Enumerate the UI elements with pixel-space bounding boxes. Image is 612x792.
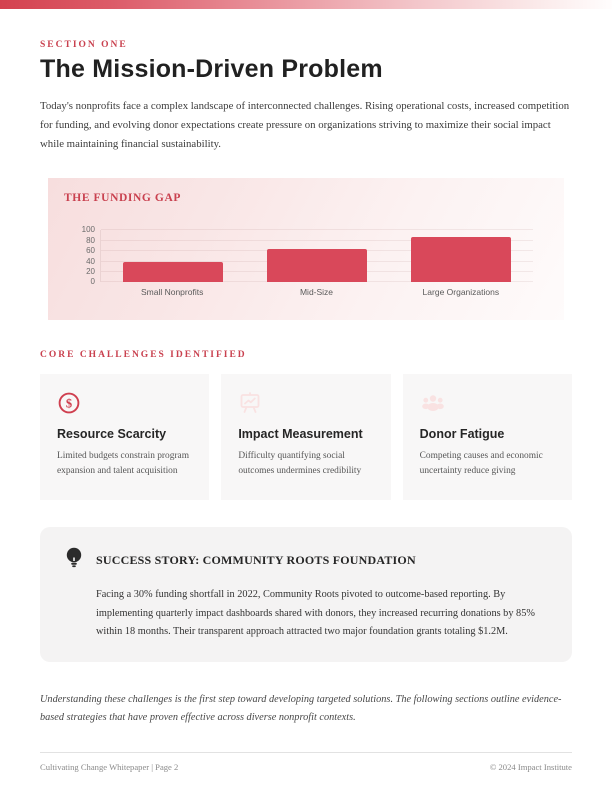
card-body: Competing causes and economic uncertainty reduce giving bbox=[419, 451, 543, 476]
funding-gap-chart-panel bbox=[48, 178, 564, 320]
y-axis-tick-label: 20 bbox=[86, 266, 95, 276]
lightbulb-icon bbox=[64, 546, 84, 575]
y-axis-tick-label: 0 bbox=[90, 277, 95, 287]
challenge-card-resource-scarcity bbox=[40, 374, 209, 500]
challenge-card-impact-measurement bbox=[221, 374, 390, 500]
page-footer bbox=[40, 752, 572, 772]
top-accent-bar bbox=[0, 0, 612, 9]
chart-plot bbox=[81, 225, 533, 287]
x-axis-category-label: Mid-Size bbox=[299, 287, 334, 298]
section-label: SECTION ONE bbox=[40, 40, 128, 50]
footer-right: © 2024 Impact Institute bbox=[489, 762, 572, 772]
bar-chart bbox=[64, 225, 534, 300]
card-body: Difficulty quantifying social outcomes undermines credibility bbox=[238, 451, 362, 476]
page-content bbox=[0, 40, 612, 727]
dollar-circle-icon bbox=[57, 391, 193, 415]
people-group-icon bbox=[420, 391, 556, 415]
success-story-header bbox=[64, 546, 548, 575]
bar-mid-size bbox=[267, 249, 367, 283]
bar-large-organizations bbox=[411, 237, 511, 283]
card-body: Limited budgets constrain program expansion and talent acquisition bbox=[57, 451, 190, 476]
svg-text:$: $ bbox=[65, 396, 73, 411]
chart-category-labels bbox=[100, 282, 533, 300]
x-axis-category-label: Small Nonprofits bbox=[140, 287, 204, 298]
challenge-cards bbox=[40, 374, 572, 500]
y-axis-tick-label: 60 bbox=[86, 246, 95, 256]
page-title: The Mission-Driven Problem bbox=[40, 55, 383, 83]
success-story-title: SUCCESS STORY: COMMUNITY ROOTS FOUNDATION bbox=[96, 553, 416, 568]
success-story-body: Facing a 30% funding shortfall in 2022, Community Roots pivoted to outcome-based reporting. By implementing quarterly impact dashboards shared with donors, they increased recurring donations by 85% within 18 months. Their transparent approach attracted two major foundation grants totaling $1.2M. bbox=[96, 589, 535, 637]
intro-paragraph: Today's nonprofits face a complex landscape of interconnected challenges. Rising operational costs, increased competition for funding, and evolving donor expectations create pressure on organizations striving to maximize their social impact while maintaining financial sustainability. bbox=[40, 100, 570, 150]
challenges-heading: CORE CHALLENGES IDENTIFIED bbox=[40, 350, 247, 361]
y-axis-tick-label: 100 bbox=[81, 225, 95, 235]
footer-left: Cultivating Change Whitepaper | Page 2 bbox=[40, 762, 179, 772]
success-story-callout bbox=[40, 527, 572, 662]
card-title: Donor Fatigue bbox=[419, 427, 505, 442]
card-title: Resource Scarcity bbox=[57, 427, 167, 442]
presentation-chart-icon bbox=[238, 391, 374, 415]
bar-small-nonprofits bbox=[123, 262, 223, 283]
x-axis-category-label: Large Organizations bbox=[422, 287, 500, 298]
gridline bbox=[101, 229, 533, 230]
y-axis-tick-label: 80 bbox=[86, 235, 95, 245]
chart-title: THE FUNDING GAP bbox=[64, 192, 181, 205]
outro-paragraph: Understanding these challenges is the first step toward developing targeted solutions. The following sections outline evidence-based strategies that have proven effective across diverse nonprofit contexts. bbox=[40, 694, 562, 724]
card-title: Impact Measurement bbox=[238, 427, 363, 442]
y-axis-tick-label: 40 bbox=[86, 256, 95, 266]
challenge-card-donor-fatigue bbox=[403, 374, 572, 500]
